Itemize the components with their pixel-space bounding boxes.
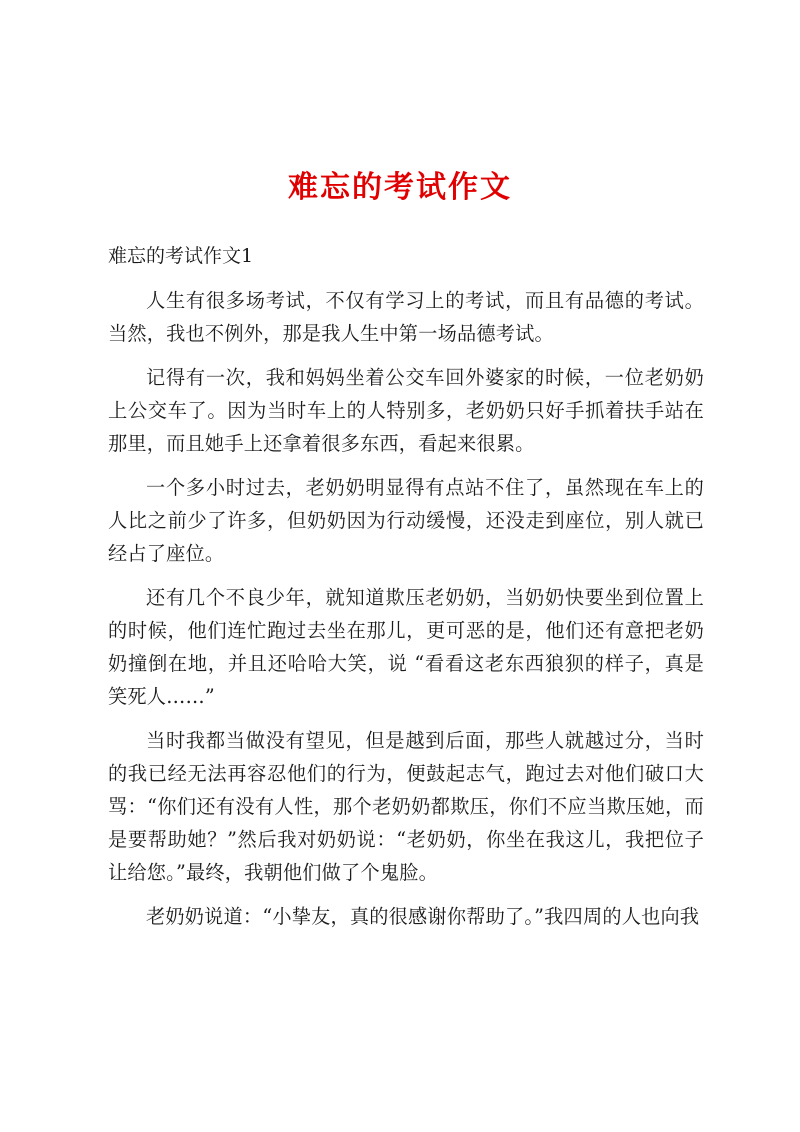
paragraph: 老奶奶说道：“小挚友，真的很感谢你帮助了。”我四周的人也向我 <box>146 905 700 928</box>
document-title: 难忘的考试作文 <box>288 170 512 205</box>
paragraph: 当时我都当做没有望见，但是越到后面，那些人就越过分，当时的我已经无法再容忍他们的行为，便鼓起志气，跑过去对他们破口大骂：“你们还有没有人性，那个老奶奶都欺压，你们不应当欺压她，而是要帮助她？”然后我对奶奶说：“老奶奶，你坐在我这儿，我把位子让给您。”最终，我朝他们做了个鬼脸。 <box>108 729 704 884</box>
document-body <box>108 284 704 944</box>
paragraph: 还有几个不良少年，就知道欺压老奶奶，当奶奶快要坐到位置上的时候，他们连忙跑过去坐在那儿，更可恶的是，他们还有意把老奶奶撞倒在地，并且还哈哈大笑，说 “看看这老东西狼狈的样子，真是笑死人……” <box>108 586 704 708</box>
paragraph: 记得有一次，我和妈妈坐着公交车回外婆家的时候，一位老奶奶上公交车了。因为当时车上的人特别多，老奶奶只好手抓着扶手站在那里，而且她手上还拿着很多东西，看起来很累。 <box>108 366 704 455</box>
paragraph: 一个多小时过去，老奶奶明显得有点站不住了，虽然现在车上的人比之前少了许多，但奶奶因为行动缓慢，还没走到座位，别人就已经占了座位。 <box>108 476 704 565</box>
paragraph: 人生有很多场考试，不仅有学习上的考试，而且有品德的考试。当然，我也不例外，那是我人生中第一场品德考试。 <box>108 289 704 345</box>
section-heading: 难忘的考试作文1 <box>108 245 254 267</box>
